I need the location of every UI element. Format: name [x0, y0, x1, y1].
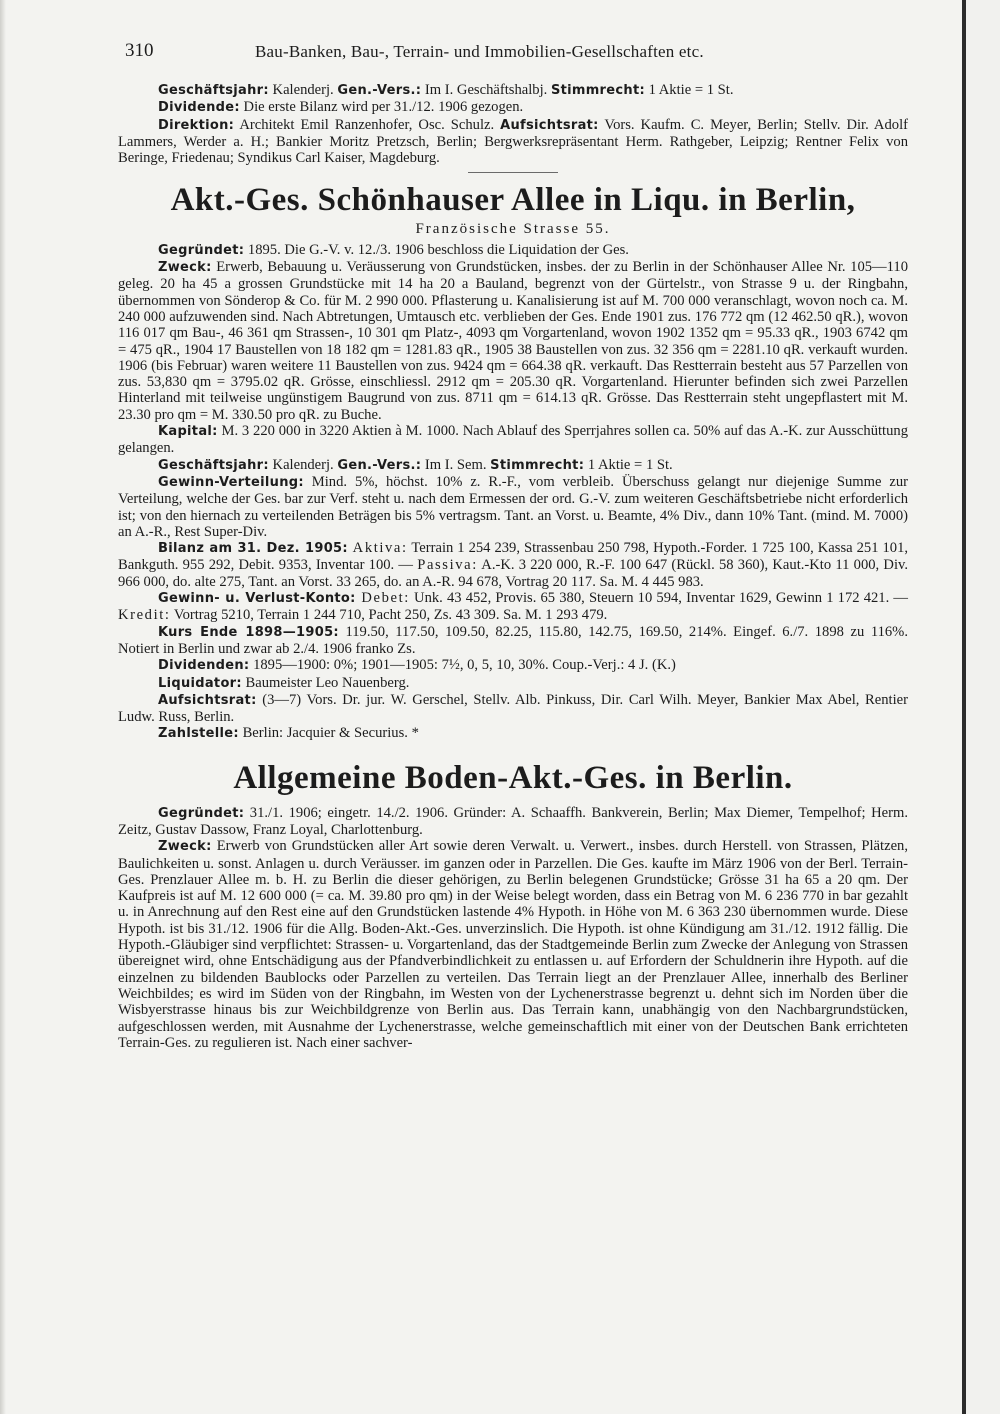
- page-number: 310: [125, 40, 154, 61]
- s1-zahlstelle: Zahlstelle: Berlin: Jacquier & Securius. *: [158, 725, 419, 742]
- s1-kapital: Kapital: M. 3 220 000 in 3220 Aktien à M. 1000. Nach Ablauf des Sperrjahres sollen ca. 50% auf das A.-K. zur Ausschüttung gelangen.: [118, 423, 908, 457]
- section1-title: Akt.-Ges. Schönhauser Allee in Liqu. in Berlin,: [170, 182, 856, 219]
- s1-geschaeftsjahr: Geschäftsjahr: Kalenderj. Gen.-Vers.: Im I. Sem. Stimmrecht: 1 Aktie = 1 St.: [158, 456, 673, 473]
- s1-zweck: Zweck: Erwerb, Bebauung u. Veräusserung von Grundstücken, insbes. der zu Berlin in der Schönhauser Allee Nr. 105—110 geleg. 20 ha 45 a grossen Grundstücke mit 14 ha 20 a Bauland, begrenzt von der Gürtelstr., von Strasse 9 u. der Ringbahn, übernommen von Sönderop & Co. für M. 2 990 000. Pflasterung u. Kanalisierung ist auf M. 700 000 veranschlagt, wovon noch ca. M. 240 000 aufzuwenden sind. Nach Abtretungen, Umtausch etc. verblieben der Ges. Ende 1901 zus. 176 772 qm (12 462.50 qR.), wovon 116 017 qm Bau-, 46 361 qm Strassen-, 10 301 qm Platz-, 4093 qm Vorgartenland, wovon 1902 1352 qm = 95.33 qR., 1903 6742 qm = 475 qR., 1904 17 Baustellen von 18 182 qm = 1281.83 qR., 1905 38 Baustellen von zus. 32 356 qm = 2281.10 qR. verkauft wurden. 1906 (bis Februar) waren weitere 11 Baustellen von zus. 9424 qm = 664.38 qR. verkauft. Das Restterrain besteht aus 57 Parzellen von zus. 53,830 qm = 3795.02 qR. Grösse, einschliessl. 2912 qm = 205.30 qR. Vorgartenland. Hierunter befinden sich zwei Parzellen Hinterland mit teilweise ungünstigem Baugrund von zus. 8711 qm = 614.13 qR. Grösse. Das Restterrain steht ungepflastert mit M. 23.30 pro qm = M. 330.50 pro qR. zu Buche.: [118, 259, 908, 423]
- prev-dividende: Dividende: Die erste Bilanz wird per 31./12. 1906 gezogen.: [158, 99, 524, 116]
- s1-bilanz: Bilanz am 31. Dez. 1905: Aktiva: Terrain 1 254 239, Strassenbau 250 798, Hypoth.-Forder. 1 725 100, Kassa 251 101, Bankguth. 955 292, Debit. 9353, Inventar 100. — Passiva: A.-K. 3 220 000, R.-F. 100 647 (Rückl. 58 360), Kaut.-Kto 11 000, Div. 966 000, do. alte 275, Tant. an Vorst. 33 265, do. an A.-R. 94 678, Vortrag 20 117. Sa. M. 4 445 983.: [118, 540, 909, 590]
- page-body: [118, 82, 908, 1051]
- s2-zweck: Zweck: Erwerb von Grundstücken aller Art sowie deren Verwalt. u. Verwert., insbes. durch Herstell. von Strassen, Plätzen, Baulichkeiten u. sonst. Anlagen u. durch Veräusser. im ganzen oder in Parzellen. Die Ges. kaufte im März 1906 von der Berl. Terrain-Ges. Prenzlauer Allee m. b. H. zu Berlin die dieser gehörigen, zu Berlin belegenen Grundstücke; Grösse 31 ha 65 a 20 qm. Der Kaufpreis ist auf M. 12 600 000 (= ca. M. 39.80 pro qm) in der Weise belegt worden, dass ein Betrag von M. 6 236 770 in bar gezahlt u. in Anrechnung auf den Rest eine auf den Grundstücken lastende 4% Hypoth. in Höhe von M. 6 363 230 übernommen wurde. Diese Hypoth. ist bis 31./12. 1906 für die Allg. Boden-Akt.-Ges. unverzinslich. Die Hypoth. ist ohne Kündigung am 31./12. 1912 fällig. Die Hypoth.-Gläubiger sind verpflichtet: Strassen- u. Vorgartenland, das der Stadtgemeinde Berlin zum Zwecke der Anlegung von Strassen übereignet wird, ohne Entschädigung aus der Pfandverbindlichkeit zu entlassen u. auf Erfordern der Schuldnerin ihre Hypoth. auf die einzelnen zu bildenden Baublocks oder Parzellen zu verteilen. Das Terrain liegt an der Prenzlauer Allee, innerhalb des Berliner Weichbildes; es wird im Süden von der Ringbahn, im Westen von der Lychenerstrasse begrenzt u. dehnt sich im Norden über die Wisbyerstrasse hinaus bis zur Weichbildgrenze von Berlin aus. Das Terrain kann, unabhängig von den Nachbargrundstücken, aufgeschlossen werden, mit Ausnahme der Lychenerstrasse, welche gemeinschaftlich mit einer von der Deutschen Bank errichteten Terrain-Ges. zu regulieren ist. Nach einer sachver-: [118, 838, 908, 1051]
- prev-direktion: Direktion: Architekt Emil Ranzenhofer, Osc. Schulz. Aufsichtsrat: Vors. Kaufm. C. Meyer, Berlin; Stellv. Dir. Adolf Lammers, Werder a. H.; Bankier Moritz Pretzsch, Berlin; Bergwerksrepräsentant Herm. Rathgeber, Leipzig; Rentner Felix von Beringe, Friedenau; Syndikus Carl Kaiser, Magdeburg.: [118, 116, 908, 167]
- s1-aufsichtsrat: Aufsichtsrat: (3—7) Vors. Dr. jur. W. Gerschel, Stellv. Alb. Pinkuss, Dir. Carl Wilh. Meyer, Bankier Max Abel, Rentier Ludw. Russ, Berlin.: [118, 691, 908, 726]
- section-divider: [468, 172, 558, 173]
- adjacent-page-edge: [962, 0, 1000, 1414]
- s1-gewinn-verlust-konto: Gewinn- u. Verlust-Konto: Debet: Unk. 43 452, Provis. 65 380, Steuern 10 594, Inventar 1629, Gewinn 1 172 421. — Kredit: Vortrag 5210, Terrain 1 244 710, Pacht 250, Zs. 43 309. Sa. M. 1 293 479.: [118, 590, 908, 624]
- section1-address: Französische Strasse 55.: [415, 221, 611, 238]
- s1-gewinn-verteilung: Gewinn-Verteilung: Mind. 5%, höchst. 10% z. R.-F., vom verbleib. Überschuss gelangt nur diejenige Summe zur Verteilung, welche der Ges. bar zur Verf. steht u. nach dem Ermessen der ord. G.-V. zum weiteren Geschäftsbetriebe nicht erforderlich ist; von den hiernach zu verteilenden Beträgen bis 5% vertragsm. Tant. an Vorst. u. Beamte, 4% Div., dann 10% Tant. (mind. M. 7000) an A.-R., Rest Super-Div.: [118, 473, 908, 540]
- page-header: [125, 40, 905, 70]
- s1-dividenden: Dividenden: 1895—1900: 0%; 1901—1905: 7½, 0, 5, 10, 30%. Coup.-Verj.: 4 J. (K.): [158, 657, 676, 674]
- s1-kurs: Kurs Ende 1898—1905: 119.50, 117.50, 109.50, 82.25, 115.80, 142.75, 169.50, 214%. Eingef. 6./7. 1898 zu 116%. Notiert in Berlin und zwar ab 2./4. 1906 franko Zs.: [118, 623, 908, 657]
- page-edge-shadow: [0, 0, 6, 1414]
- running-title: Bau-Banken, Bau-, Terrain- und Immobilien-Gesellschaften etc.: [255, 42, 704, 61]
- section2-title: Allgemeine Boden-Akt.-Ges. in Berlin.: [233, 759, 793, 796]
- s1-gegruendet: Gegründet: 1895. Die G.-V. v. 12./3. 1906 beschloss die Liquidation der Ges.: [158, 241, 629, 258]
- s2-gegruendet: Gegründet: 31./1. 1906; eingetr. 14./2. 1906. Gründer: A. Schaaffh. Bankverein, Berlin; Max Diemer, Tempelhof; Herm. Zeitz, Gustav Dassow, Franz Loyal, Charlottenburg.: [118, 804, 908, 838]
- s1-liquidator: Liquidator: Baumeister Leo Nauenberg.: [158, 674, 410, 691]
- prev-geschaeftsjahr: Geschäftsjahr: Kalenderj. Gen.-Vers.: Im I. Geschäftshalbj. Stimmrecht: 1 Aktie = 1 St.: [158, 82, 734, 98]
